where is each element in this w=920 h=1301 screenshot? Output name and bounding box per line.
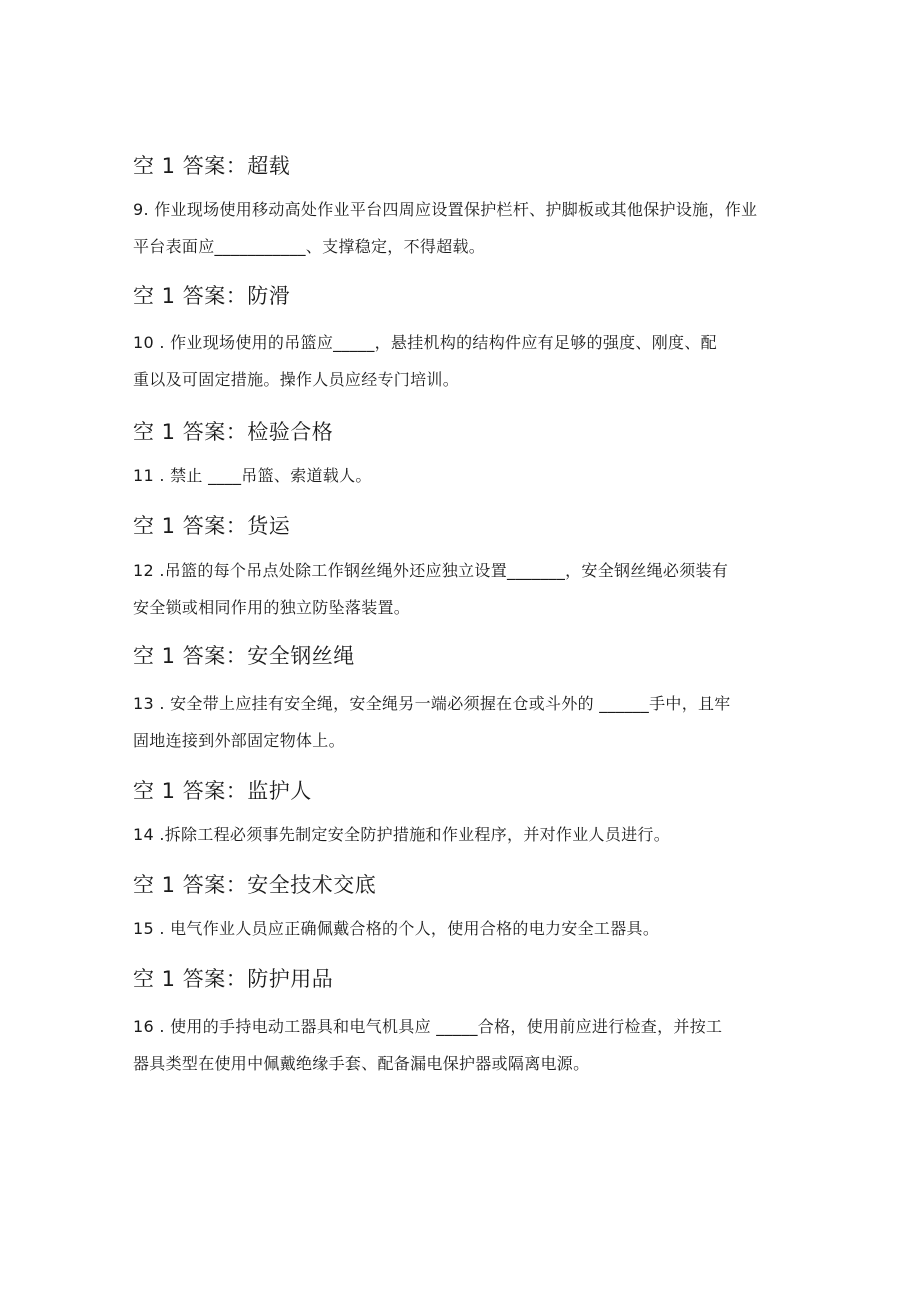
- question-block: [133, 200, 793, 257]
- question-line: 14 .拆除工程必须事先制定安全防护措施和作业程序，并对作业人员进行。: [133, 825, 671, 844]
- question-line: 固地连接到外部固定物体上。: [133, 731, 345, 750]
- question-line: 15 . 电气作业人员应正确佩戴合格的个人，使用合格的电力安全工器具。: [133, 919, 660, 938]
- question-line: 10 . 作业现场使用的吊篮应_____，悬挂机构的结构件应有足够的强度、刚度、配: [133, 333, 717, 352]
- question-block: [133, 1017, 793, 1074]
- question-block: [133, 919, 793, 939]
- answer-line: 空 1 答案：超载: [133, 154, 291, 178]
- question-line: 重以及可固定措施。操作人员应经专门培训。: [133, 370, 460, 389]
- question-line: 12 .吊篮的每个吊点处除工作钢丝绳外还应独立设置_______，安全钢丝绳必须装有: [133, 561, 729, 580]
- answer-line: 空 1 答案：安全技术交底: [133, 873, 377, 897]
- question-line: 16 . 使用的手持电动工器具和电气机具应 _____合格，使用前应进行检查，并按工: [133, 1017, 723, 1036]
- question-line: 11 . 禁止 ____吊篮、索道载人。: [133, 466, 372, 485]
- question-line: 器具类型在使用中佩戴绝缘手套、配备漏电保护器或隔离电源。: [133, 1054, 590, 1073]
- answer-line: 空 1 答案：监护人: [133, 779, 312, 803]
- answer-line: 空 1 答案：检验合格: [133, 420, 334, 444]
- question-block: [133, 694, 793, 751]
- question-line: 13 . 安全带上应挂有安全绳，安全绳另一端必须握在仓或斗外的 ______手中，且牢: [133, 694, 731, 713]
- answer-line: 空 1 答案：安全钢丝绳: [133, 644, 355, 668]
- question-block: [133, 333, 793, 390]
- answer-line: 空 1 答案：货运: [133, 514, 291, 538]
- question-line: 9. 作业现场使用移动高处作业平台四周应设置保护栏杆、护脚板或其他保护设施，作业: [133, 200, 758, 219]
- answer-line: 空 1 答案：防护用品: [133, 967, 334, 991]
- question-block: [133, 561, 793, 618]
- question-block: [133, 825, 793, 845]
- answer-line: 空 1 答案：防滑: [133, 284, 291, 308]
- question-line: 平台表面应___________、支撑稳定，不得超载。: [133, 237, 486, 256]
- question-block: [133, 466, 793, 486]
- question-line: 安全锁或相同作用的独立防坠落装置。: [133, 598, 411, 617]
